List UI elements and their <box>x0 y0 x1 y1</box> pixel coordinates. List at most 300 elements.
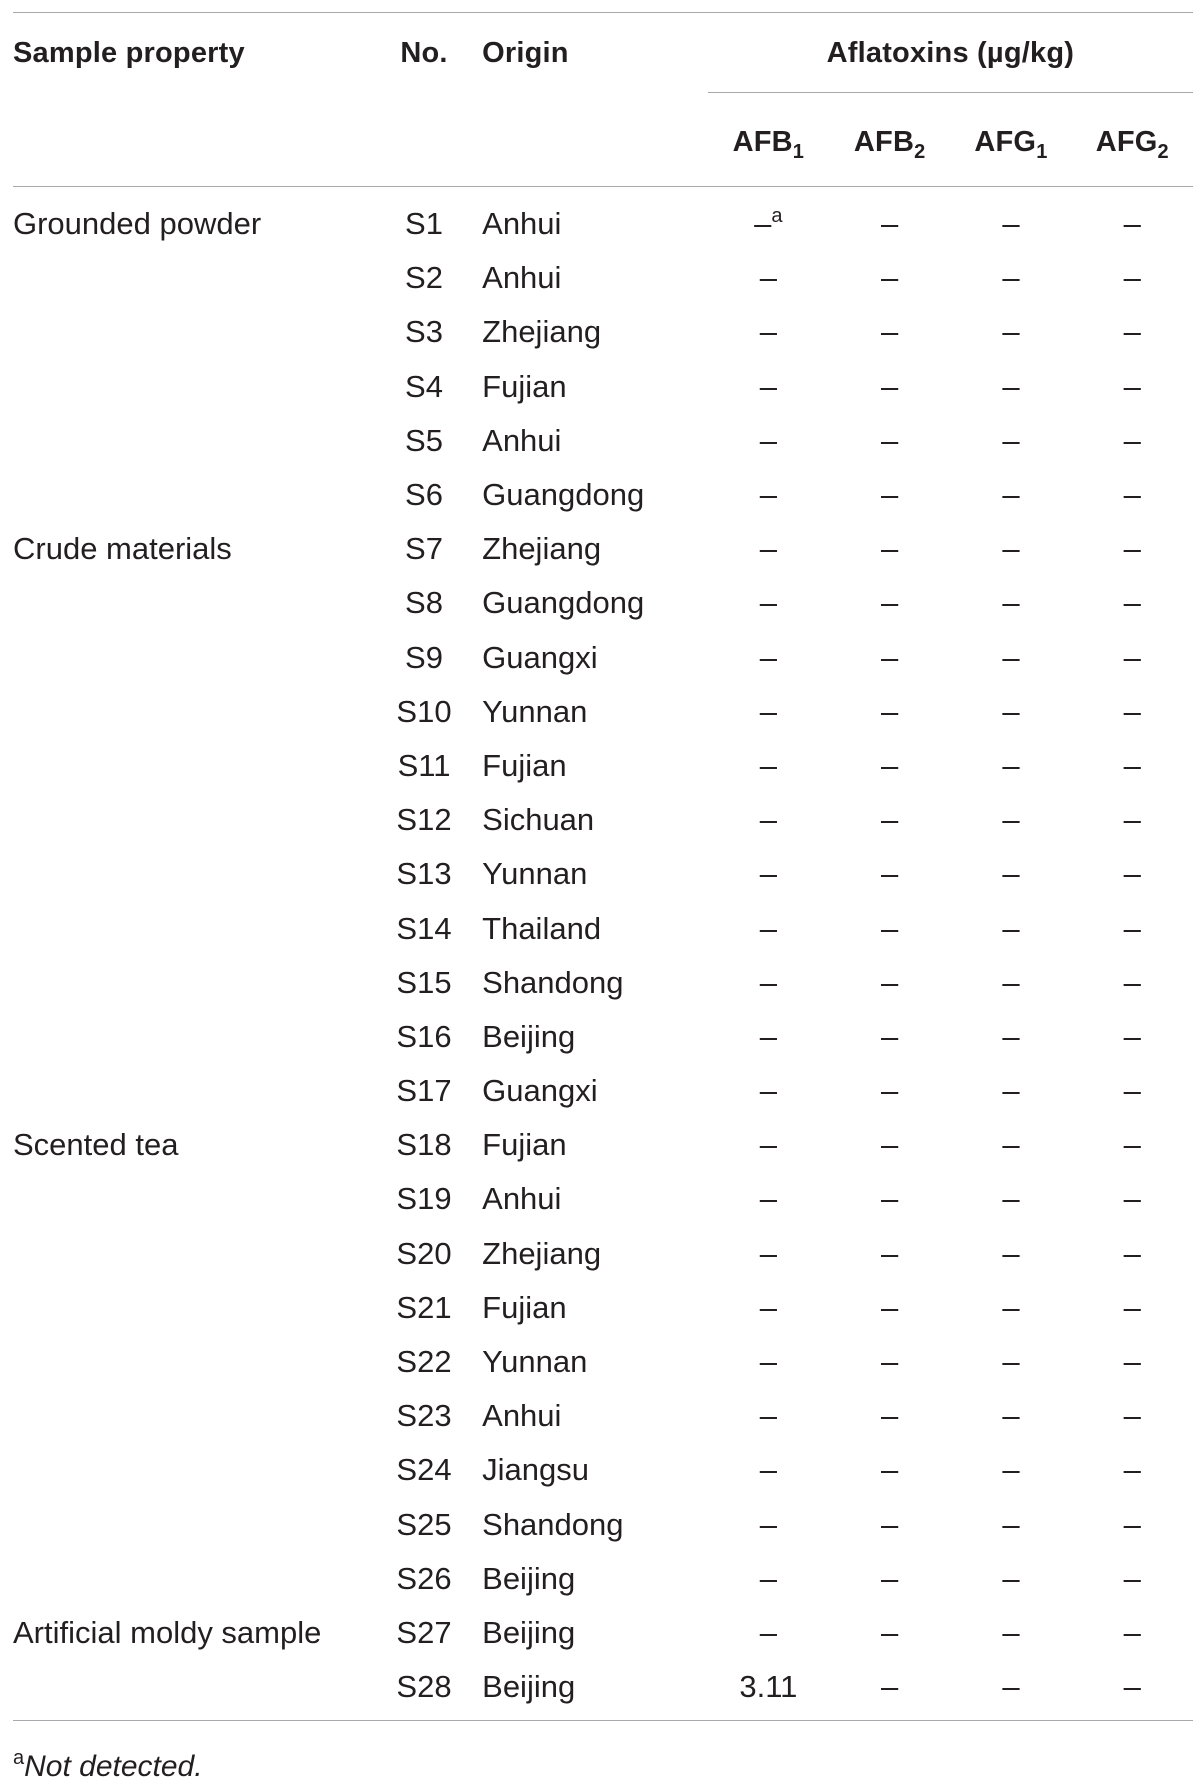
header-afb2 <box>829 93 950 187</box>
cell-aflatoxin-value <box>708 251 829 305</box>
cell-aflatoxin-value <box>708 187 829 252</box>
cell-sample-no: S23 <box>396 1398 452 1434</box>
table-row <box>13 251 1193 305</box>
aflatoxin-value: – <box>881 1127 899 1163</box>
aflatoxin-value: – <box>1002 747 1020 783</box>
aflatoxin-value: – <box>1123 206 1141 242</box>
aflatoxin-value: – <box>1002 1398 1020 1434</box>
cell-aflatoxin-value <box>829 1281 950 1335</box>
cell-aflatoxin-value <box>950 1443 1071 1497</box>
aflatoxin-value: – <box>759 1018 777 1054</box>
aflatoxin-value: – <box>1123 802 1141 838</box>
cell-sample-no: S22 <box>396 1344 452 1380</box>
aflatoxin-table <box>13 12 1193 1721</box>
aflatoxin-value: – <box>1123 368 1141 404</box>
aflatoxin-value: – <box>881 260 899 296</box>
aflatoxin-value: – <box>1123 1560 1141 1596</box>
header-afg1 <box>950 93 1071 187</box>
table-row <box>13 1010 1193 1064</box>
aflatoxin-value: – <box>1002 1181 1020 1217</box>
table-row <box>13 1606 1193 1660</box>
cell-sample-property <box>13 251 374 305</box>
header-afg2 <box>1072 93 1193 187</box>
cell-origin: Guangdong <box>482 585 645 621</box>
cell-sample-property: Artificial moldy sample <box>13 1614 322 1650</box>
cell-aflatoxin-value <box>950 739 1071 793</box>
cell-aflatoxin-value <box>708 1443 829 1497</box>
cell-sample-property <box>13 1498 374 1552</box>
cell-sample-property <box>13 305 374 359</box>
aflatoxin-value: – <box>881 1669 899 1705</box>
cell-origin: Yunnan <box>482 1344 588 1380</box>
aflatoxin-value: – <box>1123 477 1141 513</box>
aflatoxin-value: – <box>881 1344 899 1380</box>
cell-sample-no: S19 <box>396 1181 452 1217</box>
cell-aflatoxin-value <box>829 1660 950 1721</box>
cell-origin: Fujian <box>482 1289 567 1325</box>
cell-sample-property <box>13 1660 374 1721</box>
aflatoxin-value: – <box>881 477 899 513</box>
cell-aflatoxin-value <box>1072 305 1193 359</box>
cell-sample-property <box>13 1389 374 1443</box>
cell-sample-property <box>13 576 374 630</box>
cell-aflatoxin-value <box>829 576 950 630</box>
cell-aflatoxin-value <box>950 187 1071 252</box>
cell-aflatoxin-value <box>829 793 950 847</box>
aflatoxin-value: – <box>759 585 777 621</box>
aflatoxin-value: – <box>1002 1235 1020 1271</box>
aflatoxin-value: – <box>759 1073 777 1109</box>
table-row <box>13 187 1193 252</box>
cell-aflatoxin-value <box>950 901 1071 955</box>
cell-aflatoxin-value <box>950 1227 1071 1281</box>
header-spacer <box>374 93 474 187</box>
cell-sample-property <box>13 1552 374 1606</box>
aflatoxin-value: – <box>1123 1018 1141 1054</box>
cell-aflatoxin-value <box>829 1227 950 1281</box>
cell-origin: Zhejiang <box>482 531 602 567</box>
cell-sample-no: S1 <box>405 206 443 242</box>
cell-aflatoxin-value <box>829 187 950 252</box>
table-row <box>13 468 1193 522</box>
aflatoxin-value: – <box>759 477 777 513</box>
table-body <box>13 187 1193 1721</box>
cell-aflatoxin-value <box>1072 1389 1193 1443</box>
cell-aflatoxin-value <box>1072 1443 1193 1497</box>
aflatoxin-value: – <box>759 964 777 1000</box>
cell-aflatoxin-value <box>1072 901 1193 955</box>
cell-aflatoxin-value <box>950 1606 1071 1660</box>
aflatoxin-value: – <box>1123 1073 1141 1109</box>
cell-sample-no: S7 <box>405 531 443 567</box>
cell-sample-no: S25 <box>396 1506 452 1542</box>
table-row <box>13 522 1193 576</box>
aflatoxin-value: – <box>759 1235 777 1271</box>
cell-aflatoxin-value <box>708 847 829 901</box>
cell-sample-no: S20 <box>396 1235 452 1271</box>
cell-aflatoxin-value <box>708 1660 829 1721</box>
cell-sample-property <box>13 739 374 793</box>
aflatoxin-value: – <box>1123 260 1141 296</box>
table-row <box>13 1227 1193 1281</box>
cell-aflatoxin-value <box>829 631 950 685</box>
aflatoxin-value: – <box>1002 1506 1020 1542</box>
cell-aflatoxin-value <box>829 1064 950 1118</box>
cell-origin: Fujian <box>482 747 567 783</box>
cell-aflatoxin-value <box>829 901 950 955</box>
table-row <box>13 1660 1193 1721</box>
cell-origin: Beijing <box>474 1660 708 1721</box>
aflatoxin-value: – <box>759 531 777 567</box>
header-afg2-base: AFG <box>1095 126 1158 158</box>
cell-aflatoxin-value <box>708 1606 829 1660</box>
aflatoxin-value: – <box>1002 639 1020 675</box>
cell-sample-property <box>13 1443 374 1497</box>
cell-sample-property <box>13 793 374 847</box>
cell-aflatoxin-value <box>1072 1498 1193 1552</box>
cell-aflatoxin-value <box>950 1335 1071 1389</box>
cell-sample-no: S13 <box>396 856 452 892</box>
cell-aflatoxin-value <box>1072 360 1193 414</box>
aflatoxin-value: – <box>759 422 777 458</box>
cell-origin: Beijing <box>482 1560 576 1596</box>
cell-aflatoxin-value <box>1072 1281 1193 1335</box>
aflatoxin-value: – <box>1123 856 1141 892</box>
aflatoxin-value: – <box>1123 1614 1141 1650</box>
cell-aflatoxin-value <box>950 685 1071 739</box>
aflatoxin-value: – <box>1123 693 1141 729</box>
cell-aflatoxin-value <box>1072 1010 1193 1064</box>
table-row <box>13 847 1193 901</box>
cell-sample-no: S15 <box>396 964 452 1000</box>
aflatoxin-value: – <box>881 368 899 404</box>
aflatoxin-value: – <box>881 585 899 621</box>
cell-aflatoxin-value <box>950 576 1071 630</box>
table-row <box>13 576 1193 630</box>
cell-aflatoxin-value <box>950 1172 1071 1226</box>
cell-aflatoxin-value <box>950 1118 1071 1172</box>
aflatoxin-value: – <box>1123 422 1141 458</box>
cell-aflatoxin-value <box>1072 1660 1193 1721</box>
cell-aflatoxin-value <box>950 414 1071 468</box>
cell-aflatoxin-value <box>708 1227 829 1281</box>
cell-origin: Shandong <box>482 1506 624 1542</box>
table-row <box>13 1281 1193 1335</box>
aflatoxin-value: – <box>759 1452 777 1488</box>
cell-aflatoxin-value <box>950 956 1071 1010</box>
header-afb1-base: AFB <box>732 126 793 158</box>
aflatoxin-value: – <box>881 964 899 1000</box>
cell-origin: Guangdong <box>482 477 645 513</box>
aflatoxin-value: – <box>881 1398 899 1434</box>
cell-sample-property <box>13 1335 374 1389</box>
table-row <box>13 1064 1193 1118</box>
cell-sample-property <box>13 847 374 901</box>
cell-aflatoxin-value <box>829 522 950 576</box>
cell-aflatoxin-value <box>950 305 1071 359</box>
header-spacer <box>474 93 708 187</box>
aflatoxin-value: – <box>1002 368 1020 404</box>
aflatoxin-value: – <box>881 747 899 783</box>
aflatoxin-value: – <box>1002 693 1020 729</box>
cell-sample-no: S14 <box>396 910 452 946</box>
cell-aflatoxin-value <box>829 305 950 359</box>
cell-aflatoxin-value <box>829 1552 950 1606</box>
cell-sample-no: S17 <box>396 1073 452 1109</box>
cell-sample-property <box>13 360 374 414</box>
cell-sample-no: S12 <box>396 802 452 838</box>
aflatoxin-value: 3.11 <box>739 1669 798 1705</box>
aflatoxin-value: – <box>1123 1289 1141 1325</box>
aflatoxin-value: – <box>881 1073 899 1109</box>
aflatoxin-value: – <box>759 368 777 404</box>
cell-aflatoxin-value <box>708 1335 829 1389</box>
aflatoxin-value: – <box>881 1289 899 1325</box>
aflatoxin-value: – <box>759 260 777 296</box>
aflatoxin-value: – <box>1123 910 1141 946</box>
cell-origin: Anhui <box>482 422 562 458</box>
cell-aflatoxin-value <box>708 1118 829 1172</box>
cell-aflatoxin-value <box>708 1064 829 1118</box>
cell-origin: Anhui <box>482 1181 562 1217</box>
aflatoxin-value: – <box>1002 964 1020 1000</box>
cell-aflatoxin-value <box>950 251 1071 305</box>
header-origin: Origin <box>482 37 569 70</box>
table-footnote <box>13 1747 203 1784</box>
cell-sample-property <box>13 901 374 955</box>
cell-aflatoxin-value <box>1072 739 1193 793</box>
cell-aflatoxin-value <box>829 360 950 414</box>
cell-aflatoxin-value <box>829 1498 950 1552</box>
cell-aflatoxin-value <box>829 1443 950 1497</box>
cell-aflatoxin-value <box>1072 251 1193 305</box>
table-row <box>13 739 1193 793</box>
cell-aflatoxin-value <box>1072 847 1193 901</box>
cell-sample-property <box>13 468 374 522</box>
table-row <box>13 360 1193 414</box>
aflatoxin-value: – <box>1002 1560 1020 1596</box>
aflatoxin-value: – <box>881 639 899 675</box>
aflatoxin-value: – <box>1123 1127 1141 1163</box>
cell-aflatoxin-value <box>1072 576 1193 630</box>
aflatoxin-value: – <box>1002 477 1020 513</box>
cell-aflatoxin-value <box>950 1498 1071 1552</box>
cell-sample-property <box>13 1064 374 1118</box>
header-afg1-base: AFG <box>974 126 1037 158</box>
aflatoxin-value: – <box>1002 856 1020 892</box>
aflatoxin-value: – <box>759 856 777 892</box>
aflatoxin-value: – <box>759 1181 777 1217</box>
cell-sample-no: S8 <box>405 585 443 621</box>
cell-aflatoxin-value <box>950 631 1071 685</box>
table-row <box>13 901 1193 955</box>
cell-origin: Fujian <box>482 368 567 404</box>
aflatoxin-value: – <box>759 1127 777 1163</box>
cell-sample-property <box>13 685 374 739</box>
cell-aflatoxin-value <box>950 522 1071 576</box>
aflatoxin-value: – <box>1002 1614 1020 1650</box>
cell-sample-property <box>13 1172 374 1226</box>
table-row <box>13 1118 1193 1172</box>
aflatoxin-value: – <box>1002 1018 1020 1054</box>
header-afb1-sub: 1 <box>792 141 805 163</box>
cell-sample-no: S27 <box>396 1614 452 1650</box>
aflatoxin-value: – <box>881 1614 899 1650</box>
cell-sample-property: Grounded powder <box>13 206 262 242</box>
cell-aflatoxin-value <box>1072 1335 1193 1389</box>
cell-aflatoxin-value <box>1072 414 1193 468</box>
cell-sample-property <box>13 1227 374 1281</box>
aflatoxin-value: – <box>1002 422 1020 458</box>
aflatoxin-value: – <box>1123 747 1141 783</box>
aflatoxin-value: – <box>1002 585 1020 621</box>
cell-aflatoxin-value <box>1072 187 1193 252</box>
aflatoxin-value: – <box>881 802 899 838</box>
cell-aflatoxin-value <box>1072 956 1193 1010</box>
aflatoxin-table-container <box>13 12 1193 1721</box>
cell-aflatoxin-value <box>829 251 950 305</box>
aflatoxin-value: – <box>881 206 899 242</box>
aflatoxin-value: – <box>881 856 899 892</box>
cell-origin: Beijing <box>482 1018 576 1054</box>
cell-aflatoxin-value <box>829 1172 950 1226</box>
cell-aflatoxin-value <box>1072 1118 1193 1172</box>
aflatoxin-value: – <box>1123 964 1141 1000</box>
table-row <box>13 305 1193 359</box>
cell-aflatoxin-value <box>829 1389 950 1443</box>
aflatoxin-value: – <box>759 693 777 729</box>
table-row <box>13 414 1193 468</box>
cell-aflatoxin-value <box>829 1118 950 1172</box>
aflatoxin-value: – <box>759 1506 777 1542</box>
cell-aflatoxin-value <box>708 685 829 739</box>
cell-sample-property: Scented tea <box>13 1127 179 1163</box>
aflatoxin-value: – <box>881 1560 899 1596</box>
cell-aflatoxin-value <box>1072 522 1193 576</box>
cell-sample-no: S3 <box>405 314 443 350</box>
aflatoxin-value: – <box>1002 1669 1020 1705</box>
cell-aflatoxin-value <box>950 793 1071 847</box>
cell-aflatoxin-value <box>829 468 950 522</box>
aflatoxin-value: – <box>1002 260 1020 296</box>
aflatoxin-value: – <box>1002 1289 1020 1325</box>
aflatoxin-value: – <box>1123 1181 1141 1217</box>
cell-aflatoxin-value <box>708 576 829 630</box>
cell-origin: Zhejiang <box>482 1235 602 1271</box>
cell-sample-no: S2 <box>405 260 443 296</box>
table-row <box>13 1389 1193 1443</box>
cell-aflatoxin-value <box>950 1010 1071 1064</box>
cell-sample-property <box>13 1281 374 1335</box>
aflatoxin-value: – <box>1002 910 1020 946</box>
header-afb2-sub: 2 <box>914 141 926 163</box>
aflatoxin-value: – <box>1123 531 1141 567</box>
aflatoxin-value: – <box>1002 1452 1020 1488</box>
aflatoxin-value: – <box>1123 1452 1141 1488</box>
aflatoxin-value: – <box>759 1560 777 1596</box>
cell-sample-no: S5 <box>405 422 443 458</box>
cell-origin: Guangxi <box>482 1073 598 1109</box>
header-spacer <box>13 93 374 187</box>
cell-aflatoxin-value <box>950 1389 1071 1443</box>
cell-aflatoxin-value <box>708 1498 829 1552</box>
cell-origin: Yunnan <box>482 856 588 892</box>
cell-aflatoxin-value <box>708 305 829 359</box>
cell-aflatoxin-value <box>950 847 1071 901</box>
aflatoxin-value: – <box>881 422 899 458</box>
cell-aflatoxin-value <box>829 739 950 793</box>
cell-aflatoxin-value <box>708 1010 829 1064</box>
cell-aflatoxin-value <box>829 414 950 468</box>
cell-sample-no: S6 <box>405 477 443 513</box>
cell-aflatoxin-value <box>1072 1552 1193 1606</box>
cell-sample-no: S28 <box>374 1660 474 1721</box>
cell-aflatoxin-value <box>829 956 950 1010</box>
cell-aflatoxin-value <box>829 685 950 739</box>
cell-aflatoxin-value <box>950 1064 1071 1118</box>
cell-sample-no: S10 <box>396 693 452 729</box>
aflatoxin-value: – <box>881 1506 899 1542</box>
table-row <box>13 1498 1193 1552</box>
aflatoxin-value: – <box>881 910 899 946</box>
cell-aflatoxin-value <box>708 1172 829 1226</box>
cell-aflatoxin-value <box>950 1552 1071 1606</box>
cell-sample-no: S26 <box>396 1560 452 1596</box>
cell-sample-property <box>13 1010 374 1064</box>
table-header <box>13 13 1193 187</box>
cell-aflatoxin-value <box>708 956 829 1010</box>
aflatoxin-value: – <box>881 531 899 567</box>
table-row <box>13 1552 1193 1606</box>
aflatoxin-value: – <box>759 1289 777 1325</box>
cell-aflatoxin-value <box>829 1010 950 1064</box>
cell-origin: Yunnan <box>482 693 588 729</box>
header-afb1 <box>708 93 829 187</box>
cell-aflatoxin-value <box>708 522 829 576</box>
cell-aflatoxin-value <box>950 1660 1071 1721</box>
cell-sample-property <box>13 631 374 685</box>
table-row <box>13 1172 1193 1226</box>
cell-aflatoxin-value <box>1072 468 1193 522</box>
table-row <box>13 1335 1193 1389</box>
cell-origin: Anhui <box>482 1398 562 1434</box>
footnote-mark: a <box>13 1747 25 1769</box>
cell-aflatoxin-value <box>708 1281 829 1335</box>
aflatoxin-value: – <box>881 1181 899 1217</box>
cell-aflatoxin-value <box>1072 685 1193 739</box>
cell-aflatoxin-value <box>950 360 1071 414</box>
aflatoxin-value: – <box>1123 1235 1141 1271</box>
cell-origin: Sichuan <box>482 802 595 838</box>
aflatoxin-value: – <box>1002 1344 1020 1380</box>
cell-origin: Anhui <box>482 206 562 242</box>
cell-aflatoxin-value <box>950 468 1071 522</box>
cell-aflatoxin-value <box>829 847 950 901</box>
cell-origin: Beijing <box>482 1614 576 1650</box>
aflatoxin-value: – <box>881 693 899 729</box>
aflatoxin-value: – <box>1002 1127 1020 1163</box>
aflatoxin-value: – <box>759 747 777 783</box>
table-row <box>13 685 1193 739</box>
cell-sample-no: S4 <box>405 368 443 404</box>
aflatoxin-value: – <box>759 639 777 675</box>
cell-sample-property <box>13 956 374 1010</box>
cell-aflatoxin-value <box>1072 1606 1193 1660</box>
aflatoxin-value: – <box>1123 1669 1141 1705</box>
aflatoxin-value: – <box>759 1614 777 1650</box>
cell-origin: Jiangsu <box>482 1452 589 1488</box>
table-row <box>13 1443 1193 1497</box>
